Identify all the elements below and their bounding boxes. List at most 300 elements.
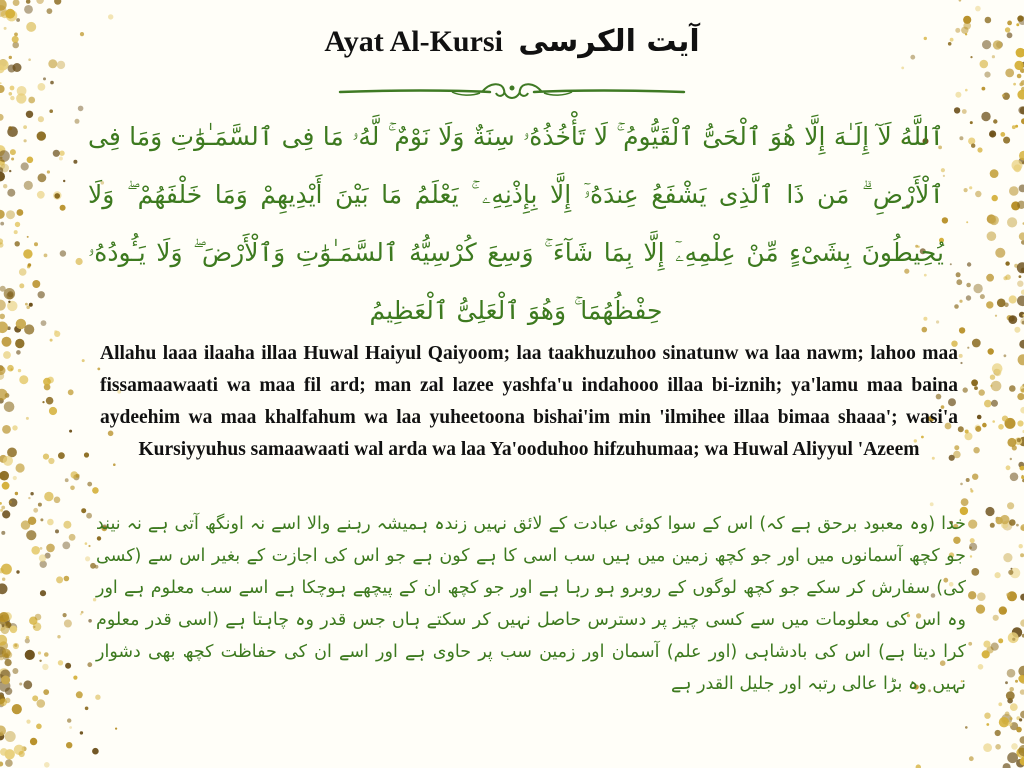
confetti-dot	[1017, 15, 1023, 21]
confetti-dot	[1009, 687, 1014, 692]
confetti-dot	[3, 456, 13, 466]
confetti-dot	[24, 5, 33, 14]
confetti-dot	[1007, 502, 1014, 509]
confetti-dot	[959, 327, 965, 333]
confetti-dot	[972, 474, 978, 480]
confetti-dot	[5, 731, 16, 742]
confetti-dot	[1020, 594, 1024, 601]
confetti-dot	[30, 738, 37, 745]
confetti-dot	[1010, 473, 1019, 482]
confetti-dot	[1009, 295, 1017, 303]
confetti-dot	[10, 626, 18, 634]
confetti-dot	[57, 635, 60, 638]
transliteration-paragraph: Allahu laaa ilaaha illaa Huwal Haiyul Qaiyoom; laa taakhuzuhoo sinatunw wa laa nawm; lahoo maa fissamaawaati wa maa fil ard; man zal lazee yashfa'u indahooo illaa bi-iznih; ya'lamu maa baina aydeehim wa maa khalfahum wa laa yuheetoona bishai'im min 'ilmihee illaa bimaa shaaa'; wasi'a Kursiyyuhus samaawaati wal arda wa laa Ya'ooduhoo hifzuhumaa; wa Huwal Aliyyul 'Azeem	[100, 343, 958, 460]
confetti-dot	[54, 0, 61, 5]
confetti-dot	[968, 591, 976, 599]
confetti-dot	[1006, 691, 1015, 700]
confetti-dot	[63, 180, 65, 182]
confetti-dot	[0, 114, 4, 121]
confetti-dot	[962, 109, 967, 114]
confetti-dot	[46, 397, 54, 405]
confetti-dot	[37, 131, 46, 140]
confetti-dot	[63, 521, 71, 529]
confetti-dot	[1009, 385, 1016, 392]
confetti-dot	[15, 339, 24, 348]
confetti-dot	[0, 583, 8, 594]
confetti-dot	[966, 221, 968, 223]
confetti-dot	[68, 389, 74, 395]
confetti-dot	[965, 432, 973, 440]
confetti-dot	[998, 702, 1002, 706]
confetti-dot	[35, 614, 42, 621]
confetti-dot	[967, 347, 969, 349]
confetti-dot	[38, 291, 45, 298]
confetti-dot	[32, 280, 40, 288]
confetti-dot	[50, 339, 53, 342]
confetti-dot	[1012, 125, 1016, 129]
confetti-dot	[42, 401, 44, 403]
confetti-dot	[1008, 722, 1013, 727]
confetti-dot	[995, 744, 1001, 750]
confetti-dot	[69, 726, 72, 729]
confetti-dot	[991, 643, 999, 651]
confetti-dot	[39, 660, 41, 662]
confetti-dot	[967, 262, 971, 266]
confetti-dot	[992, 420, 995, 423]
confetti-dot	[31, 546, 40, 555]
confetti-dot	[65, 478, 69, 482]
confetti-dot	[986, 301, 993, 308]
confetti-dot	[85, 542, 88, 545]
confetti-dot	[80, 731, 83, 734]
confetti-dot	[981, 112, 990, 121]
confetti-dot	[960, 362, 962, 364]
page-title	[0, 24, 1024, 59]
confetti-dot	[1007, 217, 1017, 227]
confetti-dot	[115, 728, 117, 730]
confetti-dot	[0, 762, 3, 767]
confetti-dot	[1018, 666, 1024, 677]
confetti-dot	[63, 613, 67, 617]
confetti-dot	[44, 652, 49, 657]
confetti-dot	[966, 295, 971, 300]
confetti-dot	[28, 263, 32, 267]
title-arabic: آیت الکرسی	[518, 24, 700, 59]
confetti-dot	[1007, 669, 1016, 678]
confetti-dot	[18, 369, 21, 372]
confetti-dot	[11, 158, 14, 161]
confetti-dot	[24, 139, 27, 142]
confetti-dot	[30, 492, 33, 495]
confetti-dot	[970, 488, 972, 490]
confetti-dot	[1020, 689, 1024, 694]
confetti-dot	[959, 354, 963, 358]
confetti-dot	[2, 425, 11, 434]
confetti-dot	[1011, 568, 1013, 570]
confetti-dot	[954, 107, 960, 113]
confetti-dot	[15, 241, 20, 246]
confetti-dot	[975, 6, 981, 12]
confetti-dot	[34, 242, 38, 246]
confetti-dot	[995, 248, 1005, 258]
confetti-dot	[26, 0, 31, 4]
confetti-dot	[986, 274, 994, 282]
confetti-dot	[87, 662, 92, 667]
confetti-dot	[64, 620, 72, 628]
confetti-dot	[9, 170, 11, 172]
confetti-dot	[1007, 438, 1016, 447]
confetti-dot	[12, 425, 17, 430]
confetti-dot	[0, 366, 6, 375]
confetti-dot	[13, 0, 20, 6]
confetti-dot	[21, 162, 29, 170]
confetti-dot	[995, 730, 1001, 736]
confetti-dot	[965, 726, 968, 729]
confetti-dot	[990, 375, 995, 380]
confetti-dot	[2, 578, 5, 581]
confetti-dot	[2, 337, 12, 347]
confetti-dot	[950, 263, 952, 265]
confetti-dot	[968, 138, 975, 145]
confetti-dot	[1020, 407, 1024, 414]
confetti-dot	[38, 173, 47, 182]
confetti-dot	[0, 210, 5, 219]
confetti-dot	[1019, 185, 1024, 193]
confetti-dot	[1019, 718, 1022, 721]
confetti-dot	[26, 530, 36, 540]
confetti-dot	[19, 683, 22, 686]
confetti-dot	[15, 222, 20, 227]
confetti-dot	[69, 534, 76, 541]
confetti-dot	[989, 130, 996, 137]
confetti-dot	[985, 17, 992, 24]
confetti-dot	[0, 322, 8, 334]
confetti-dot	[50, 81, 54, 85]
confetti-dot	[0, 471, 9, 481]
confetti-dot	[65, 663, 71, 669]
confetti-dot	[26, 720, 30, 724]
confetti-dot	[19, 268, 27, 276]
confetti-dot	[66, 742, 72, 748]
confetti-dot	[991, 381, 1002, 392]
confetti-dot	[959, 300, 962, 303]
confetti-dot	[1003, 553, 1012, 562]
confetti-dot	[57, 61, 65, 69]
confetti-dot	[87, 482, 92, 487]
confetti-dot	[916, 764, 921, 768]
confetti-dot	[7, 365, 14, 372]
confetti-dot	[47, 170, 50, 173]
confetti-dot	[9, 92, 13, 96]
confetti-dot	[43, 378, 51, 386]
confetti-dot	[13, 643, 19, 649]
confetti-dot	[1008, 570, 1013, 575]
confetti-dot	[76, 474, 80, 478]
confetti-dot	[1017, 281, 1023, 287]
confetti-dot	[81, 508, 86, 513]
confetti-dot	[13, 476, 17, 480]
confetti-dot	[33, 626, 35, 628]
confetti-dot	[10, 149, 16, 155]
urdu-translation-paragraph: خدا (وہ معبود برحق ہے کہ) اس کے سوا کوئی عبادت کے لائق نہیں زندہ ہمیشہ رہنے والا اسے نہ اونگھ آتی ہے نہ نیند جو کچھ آسمانوں میں اور جو کچھ زمین میں ہیں سب اسی کا ہے کون ہے جو اس کی اجازت کے بغیر اس سے (کسی کی) سفارش کر سکے جو کچھ لوگوں کے روبرو ہو رہا ہے اور جو کچھ ان کے پیچھے ہوچکا ہے اسے سب معلوم ہے اور وہ اس کی معلومات میں سے کسی چیز پر دسترس حاصل نہیں کر سکتے ہاں جس قدر وہ چاہتا ہے (اسی قدر معلوم کرا دیتا ہے) اس کی بادشاہی (اور علم) آسمان اور زمین سب پر حاوی ہے اور اسے ان کی حفاظت کچھ بھی دشوار نہیں وہ بڑا عالی رتبہ اور جلیل القدر ہے	[96, 514, 966, 694]
confetti-dot	[23, 125, 27, 129]
ayat-al-kursi-arabic-text: ٱللَّهُ لَآ إِلَـٰهَ إِلَّا هُوَ ٱلْحَىُّ ٱلْقَيُّومُ ۚ لَا تَأْخُذُهُۥ سِنَةٌ وَلَا نَوْمٌ ۚ لَّهُۥ مَا فِى ٱلسَّمَـٰوَٰتِ وَمَا فِى ٱلْأَرْضِ ۗ مَن ذَا ٱلَّذِى يَشْفَعُ عِندَهُۥٓ إِلَّا بِإِذْنِهِۦ ۚ يَعْلَمُ مَا بَيْنَ أَيْدِيهِمْ وَمَا خَلْفَهُمْ ۖ وَلَا يُحِيطُونَ بِشَىْءٍ مِّنْ عِلْمِهِۦٓ إِلَّا بِمَا شَآءَ ۚ وَسِعَ كُرْسِيُّهُ ٱلسَّمَـٰوَٰتِ وَٱلْأَرْضَ ۖ وَلَا يَـُٔودُهُۥ حِفْظُهُمَا ۚ وَهُوَ ٱلْعَلِىُّ ٱلْعَظِيمُ	[88, 122, 944, 325]
confetti-dot	[955, 92, 961, 98]
confetti-dot	[92, 487, 99, 494]
confetti-dot	[5, 659, 12, 666]
confetti-dot	[960, 483, 963, 486]
confetti-dot	[26, 306, 30, 310]
confetti-dot	[19, 283, 24, 288]
confetti-dot	[8, 126, 12, 130]
confetti-dot	[963, 387, 968, 392]
confetti-dot	[27, 236, 29, 238]
confetti-dot	[48, 458, 54, 464]
confetti-dot	[40, 518, 43, 521]
confetti-dot	[1005, 681, 1008, 684]
confetti-dot	[56, 576, 63, 583]
confetti-dot	[19, 375, 28, 384]
confetti-dot	[973, 284, 982, 293]
confetti-dot	[954, 304, 959, 309]
confetti-dot	[26, 111, 33, 118]
confetti-dot	[73, 160, 77, 164]
confetti-dot	[1009, 186, 1019, 196]
confetti-dot	[1017, 90, 1024, 100]
confetti-dot	[985, 507, 994, 516]
confetti-dot	[25, 650, 35, 660]
confetti-dot	[1018, 354, 1024, 365]
confetti-dot	[43, 454, 49, 460]
confetti-dot	[82, 359, 85, 362]
confetti-dot	[975, 191, 981, 197]
confetti-dot	[58, 452, 65, 459]
confetti-dot	[41, 320, 47, 326]
flourish-divider-ornament	[332, 80, 692, 104]
confetti-dot	[969, 186, 972, 189]
title-english: Ayat Al-Kursi	[324, 25, 503, 58]
confetti-dot	[85, 556, 90, 561]
confetti-dot	[59, 151, 64, 156]
confetti-dot	[975, 426, 981, 432]
confetti-dot	[993, 615, 999, 621]
confetti-dot	[40, 547, 43, 550]
confetti-dot	[998, 424, 1004, 430]
confetti-dot	[1006, 465, 1011, 470]
confetti-dot	[0, 509, 3, 512]
confetti-dot	[966, 478, 970, 482]
confetti-dot	[995, 572, 1001, 578]
confetti-dot	[69, 430, 72, 433]
confetti-dot	[990, 523, 995, 528]
confetti-dot	[4, 402, 15, 413]
confetti-dot	[24, 181, 33, 190]
confetti-dot	[1019, 232, 1024, 240]
confetti-dot	[987, 231, 997, 241]
confetti-dot	[1008, 315, 1017, 324]
confetti-dot	[977, 415, 982, 420]
confetti-dot	[36, 0, 44, 4]
confetti-dot	[1010, 458, 1012, 460]
confetti-dot	[1017, 262, 1024, 273]
confetti-dot	[60, 250, 66, 256]
confetti-dot	[1002, 416, 1008, 422]
confetti-dot	[10, 86, 15, 91]
confetti-dot	[81, 611, 84, 614]
confetti-dot	[46, 544, 55, 553]
confetti-dot	[38, 651, 41, 654]
confetti-dot	[970, 555, 972, 557]
confetti-dot	[998, 638, 1003, 643]
confetti-dot	[1013, 83, 1016, 86]
confetti-dot	[76, 691, 83, 698]
confetti-dot	[997, 299, 1006, 308]
confetti-dot	[54, 497, 61, 504]
confetti-dot	[1, 564, 12, 575]
confetti-dot	[971, 379, 978, 386]
confetti-dot	[0, 242, 3, 247]
confetti-dot	[974, 386, 978, 390]
confetti-dot	[965, 430, 969, 434]
confetti-dot	[994, 369, 1001, 376]
confetti-dot	[964, 188, 968, 192]
confetti-dot	[70, 486, 75, 491]
confetti-dot	[999, 717, 1009, 727]
confetti-dot	[959, 136, 963, 140]
confetti-dot	[1006, 593, 1010, 597]
confetti-dot	[88, 545, 90, 547]
confetti-dot	[1012, 638, 1015, 641]
confetti-dot	[1, 506, 5, 510]
confetti-dot	[1, 676, 10, 685]
confetti-dot	[0, 85, 5, 93]
confetti-dot	[972, 339, 981, 348]
confetti-dot	[970, 121, 973, 124]
confetti-dot	[4, 288, 15, 299]
confetti-dot	[26, 636, 30, 640]
confetti-dot	[993, 119, 997, 123]
confetti-dot	[44, 254, 48, 258]
confetti-dot	[16, 18, 20, 22]
confetti-dot	[43, 689, 49, 695]
confetti-dot	[982, 87, 986, 91]
confetti-dot	[44, 762, 50, 768]
confetti-dot	[0, 82, 2, 84]
confetti-dot	[8, 301, 10, 303]
confetti-dot	[1020, 736, 1024, 744]
confetti-dot	[19, 751, 25, 757]
confetti-dot	[1017, 393, 1024, 400]
confetti-dot	[984, 713, 990, 719]
confetti-dot	[47, 519, 54, 526]
confetti-dot	[37, 191, 45, 199]
confetti-dot	[1019, 82, 1023, 86]
confetti-dot	[982, 423, 987, 428]
confetti-dot	[6, 210, 15, 219]
confetti-dot	[32, 695, 38, 701]
confetti-dot	[1015, 680, 1018, 683]
confetti-dot	[1019, 544, 1023, 548]
confetti-dot	[9, 500, 12, 503]
confetti-dot	[1018, 675, 1024, 683]
confetti-dot	[999, 606, 1007, 614]
confetti-dot	[959, 0, 962, 2]
confetti-dot	[27, 157, 34, 164]
confetti-dot	[16, 350, 21, 355]
confetti-dot	[1007, 752, 1018, 763]
confetti-dot	[23, 680, 32, 689]
confetti-dot	[53, 150, 60, 157]
confetti-dot	[26, 417, 29, 420]
confetti-dot	[1014, 327, 1020, 333]
confetti-dot	[980, 294, 985, 299]
confetti-dot	[973, 447, 979, 453]
confetti-dot	[991, 400, 998, 407]
confetti-dot	[983, 641, 990, 648]
confetti-dot	[28, 497, 30, 499]
confetti-dot	[930, 502, 934, 506]
confetti-dot	[5, 9, 15, 19]
confetti-dot	[40, 590, 46, 596]
confetti-dot	[977, 147, 982, 152]
confetti-dot	[0, 502, 2, 505]
confetti-dot	[980, 60, 989, 69]
confetti-dot	[12, 668, 18, 674]
confetti-dot	[67, 718, 71, 722]
confetti-dot	[1012, 160, 1023, 171]
confetti-dot	[1017, 296, 1024, 307]
confetti-dot	[38, 116, 44, 122]
confetti-dot	[1017, 438, 1021, 442]
confetti-dot	[988, 348, 994, 354]
confetti-dot	[78, 106, 84, 112]
confetti-dot	[85, 707, 89, 711]
confetti-dot	[0, 748, 8, 756]
confetti-dot	[55, 529, 59, 533]
confetti-dot	[28, 97, 35, 104]
confetti-dot	[1020, 619, 1024, 626]
confetti-dot	[1003, 763, 1011, 768]
confetti-dot	[76, 258, 83, 265]
confetti-dot	[47, 8, 53, 14]
confetti-dot	[7, 189, 15, 197]
confetti-dot	[15, 492, 18, 495]
confetti-dot	[62, 542, 70, 550]
confetti-dot	[976, 605, 985, 614]
confetti-dot	[1004, 354, 1007, 357]
confetti-dot	[986, 723, 989, 726]
confetti-dot	[958, 426, 964, 432]
confetti-dot	[73, 676, 77, 680]
confetti-dot	[12, 704, 22, 714]
confetti-dot	[966, 283, 971, 288]
confetti-dot	[2, 482, 10, 490]
confetti-dot	[2, 510, 10, 518]
confetti-dot	[996, 517, 1003, 524]
confetti-dot	[86, 513, 92, 519]
confetti-dot	[44, 492, 53, 501]
confetti-dot	[108, 14, 113, 19]
confetti-dot	[1016, 524, 1019, 527]
confetti-dot	[59, 157, 63, 161]
confetti-dot	[23, 249, 32, 258]
confetti-dot	[1005, 261, 1009, 265]
confetti-dot	[1003, 137, 1010, 144]
confetti-dot	[17, 86, 27, 96]
confetti-dot	[1000, 132, 1005, 137]
confetti-dot	[1003, 276, 1007, 280]
confetti-dot	[60, 205, 66, 211]
